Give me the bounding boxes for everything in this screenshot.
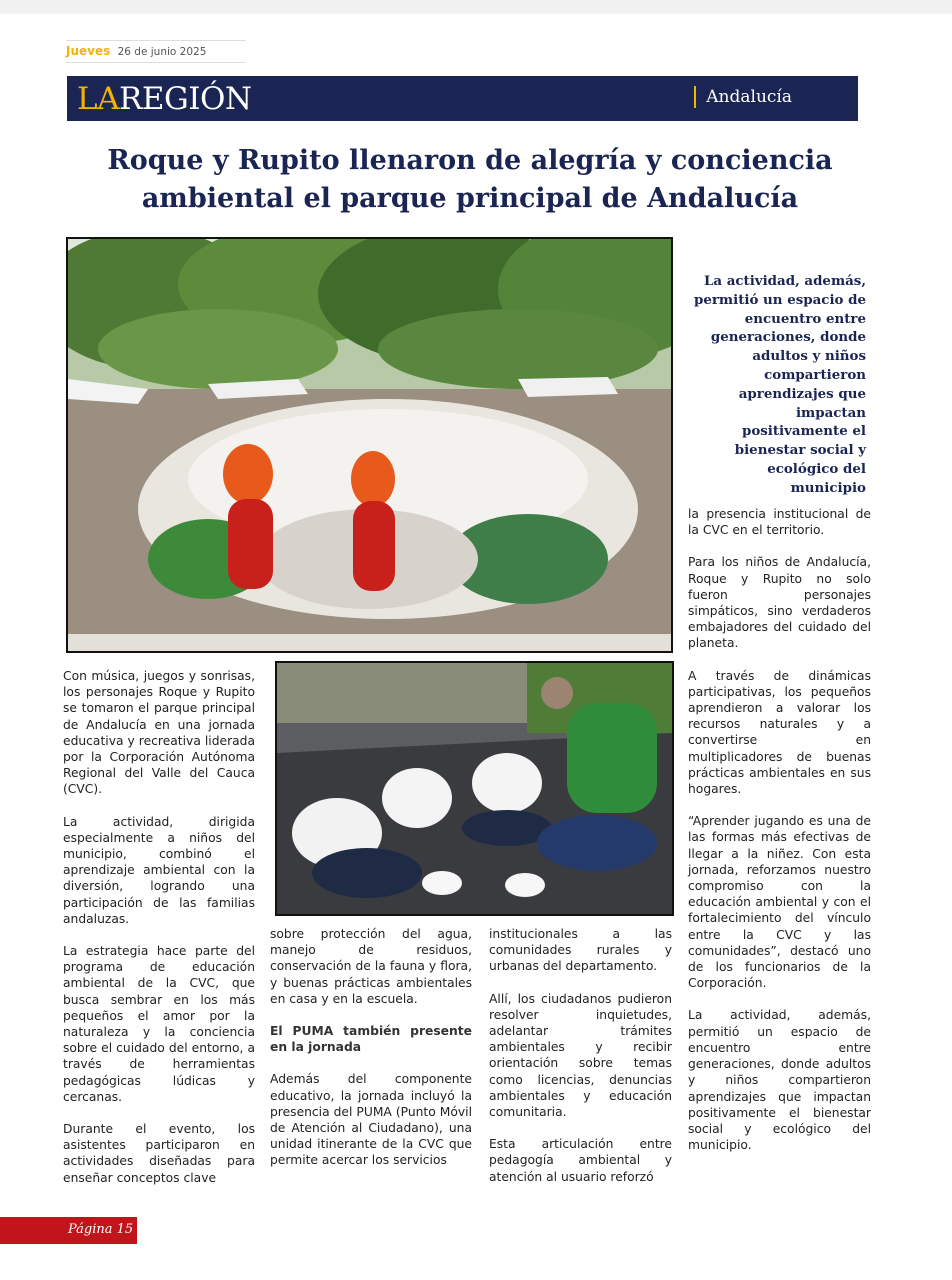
paragraph: Durante el evento, los asistentes participaron en actividades diseñadas para enseñar conceptos clave xyxy=(63,1122,255,1185)
issue-date xyxy=(66,44,246,58)
date-rule-bottom xyxy=(66,62,246,63)
logo-la: LA xyxy=(77,81,119,117)
paragraph: Allí, los ciudadanos pudieron resolver inquietudes, adelantar trámites ambientales y recibir orientación sobre temas como licencias, denuncias ambientales y educación comunitaria. xyxy=(489,991,672,1120)
article-column-3 xyxy=(489,926,672,1201)
headline-line-2: ambiental el parque principal de Andalucía xyxy=(141,183,799,214)
paragraph: La estrategia hace parte del programa de educación ambiental de la CVC, que busca sembrar en los más pequeños el amor por la naturaleza y la conciencia sobre el cuidado del entorno, a través de herramientas pedagógicas lúdicas y cercanas. xyxy=(63,944,255,1104)
paragraph: La actividad, además, permitió un espacio de encuentro entre generaciones, donde adultos y niños compartieron aprendizajes que impactan positivamente el bienestar social y ecológico del municipio. xyxy=(688,1008,871,1153)
paragraph: Esta articulación entre pedagogía ambiental y atención al usuario reforzó xyxy=(489,1137,672,1184)
paragraph: la presencia institucional de la CVC en el territorio. xyxy=(688,507,871,538)
paragraph: sobre protección del agua, manejo de residuos, conservación de la fauna y flora, y buenas prácticas ambientales en casa y en la escuela. xyxy=(270,927,472,1006)
secondary-photo-illustration xyxy=(277,663,672,914)
secondary-photo xyxy=(275,661,674,916)
paragraph: La actividad, dirigida especialmente a niños del municipio, combinó el aprendizaje ambiental con la diversión, logrando una participación de las familias andaluzas. xyxy=(63,814,255,926)
article-column-2 xyxy=(270,926,472,1185)
main-photo xyxy=(66,237,673,653)
newspaper-logo xyxy=(77,80,252,118)
issue-weekday: Jueves xyxy=(66,44,111,58)
paragraph: institucionales a las comunidades rurales y urbanas del departamento. xyxy=(489,927,672,974)
top-strip xyxy=(0,0,952,14)
masthead xyxy=(67,76,858,121)
paragraph: Además del componente educativo, la jornada incluyó la presencia del PUMA (Punto Móvil de Atención al Ciudadano), una unidad itinerante de la CVC que permite acercar los servicios xyxy=(270,1072,472,1168)
paragraph: Con música, juegos y sonrisas, los personajes Roque y Rupito se tomaron el parque principal de Andalucía en una jornada educativa y recreativa liderada por la Corporación Autónoma Regional del Valle del Cauca (CVC). xyxy=(63,669,255,797)
headline-line-1: Roque y Rupito llenaron de alegría y conciencia xyxy=(107,145,833,176)
date-rule-top xyxy=(66,40,246,41)
page-number: Página 15 xyxy=(68,1222,134,1237)
pull-quote: La actividad, además, permitió un espacio de encuentro entre generaciones, donde adultos y niños compartieron aprendizajes que impactan positivamente el bienestar social y ecológico del municipio xyxy=(694,273,867,496)
article-column-4 xyxy=(688,506,871,1169)
paragraph: Para los niños de Andalucía, Roque y Rupito no solo fueron personajes simpáticos, sino verdaderos embajadores del cuidado del planeta. xyxy=(688,555,871,651)
section-label: Andalucía xyxy=(694,86,792,108)
paragraph: A través de dinámicas participativas, los pequeños aprendieron a valorar los recursos naturales y a convertirse en multiplicadores de buenas prácticas ambientales en sus hogares. xyxy=(688,668,871,797)
issue-full-date: 26 de junio 2025 xyxy=(117,46,207,58)
paragraph: “Aprender jugando es una de las formas más efectivas de llegar a la niñez. Con esta jornada, reforzamos nuestro compromiso con la educación ambiental y con el fortalecimiento del vínculo entre la CVC y las comunidades”, destacó uno de los funcionarios de la Corporación. xyxy=(688,814,871,991)
page-number-tab xyxy=(0,1217,137,1244)
main-photo-illustration xyxy=(68,239,671,651)
logo-region: REGIÓN xyxy=(118,81,252,117)
article-headline xyxy=(90,142,850,218)
article-subheading: El PUMA también presente en la jornada xyxy=(270,1024,472,1055)
article-column-1 xyxy=(63,668,255,1202)
